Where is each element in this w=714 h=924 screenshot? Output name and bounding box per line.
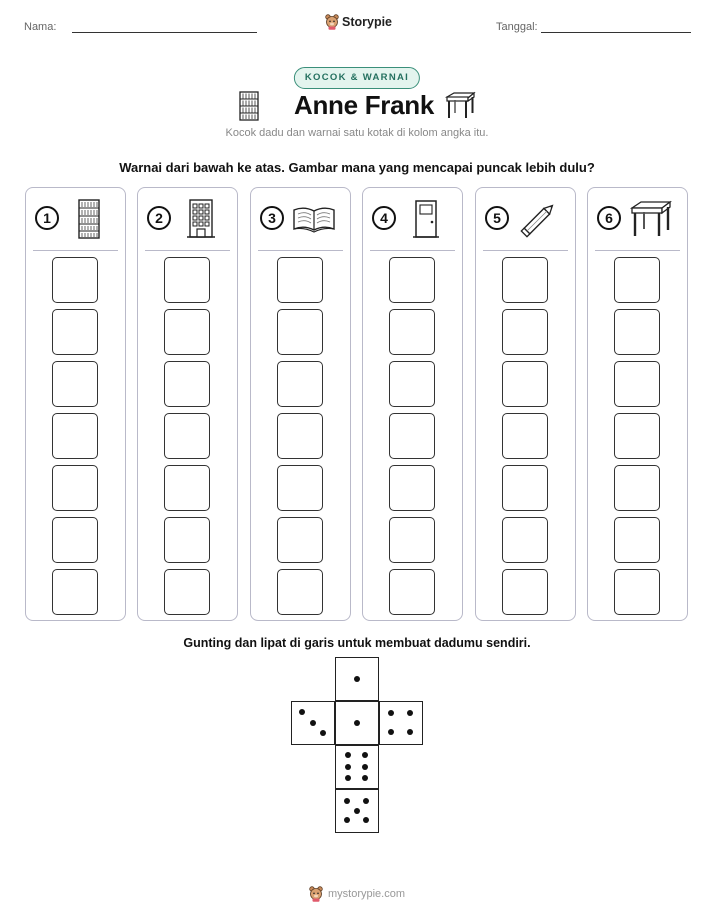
color-box[interactable] [502,257,548,303]
color-box[interactable] [164,465,210,511]
color-box[interactable] [52,361,98,407]
dice-pip [299,709,305,715]
column-divider [258,250,343,251]
color-box[interactable] [52,413,98,459]
footer [0,886,714,902]
dice-pip [354,808,360,814]
dice-pip [407,729,413,735]
column-4 [362,187,463,621]
column-header [251,188,350,250]
name-line[interactable] [72,32,257,33]
column-divider [483,250,568,251]
color-box[interactable] [277,465,323,511]
color-box[interactable] [614,257,660,303]
dice-face-right [379,701,423,745]
title-row [0,90,714,121]
color-box[interactable] [614,413,660,459]
color-box[interactable] [164,309,210,355]
column-header [138,188,237,250]
dice-pip [363,798,369,804]
column-1 [25,187,126,621]
color-box[interactable] [502,465,548,511]
date-line[interactable] [541,32,691,33]
dice-pip [363,817,369,823]
bear-mascot-icon [309,886,323,902]
column-number: 1 [35,206,59,230]
color-box[interactable] [614,517,660,563]
date-label: Tanggal: [496,21,538,33]
color-box[interactable] [52,257,98,303]
dice-pip [407,710,413,716]
bookshelf-icon [66,198,112,240]
stool-icon [444,91,476,121]
color-box[interactable] [164,257,210,303]
name-label: Nama: [24,21,57,33]
column-5 [475,187,576,621]
column-3 [250,187,351,621]
dice-pip [362,752,368,758]
subtitle: Kocok dadu dan warnai satu kotak di kolom angka itu. [225,127,489,139]
activity-badge: KOCOK & WARNAI [294,67,420,89]
dice-face-bottom [335,789,379,833]
color-box[interactable] [164,413,210,459]
column-header [363,188,462,250]
color-box[interactable] [389,361,435,407]
column-2 [137,187,238,621]
building-icon [178,198,224,240]
dice-pip [362,775,368,781]
color-box[interactable] [52,569,98,615]
color-box[interactable] [614,465,660,511]
column-number: 5 [485,206,509,230]
cut-instruction: Gunting dan lipat di garis untuk membuat dadumu sendiri. [183,636,531,650]
column-number: 2 [147,206,171,230]
brand-name: Storypie [342,15,393,29]
instruction-text: Warnai dari bawah ke atas. Gambar mana yang mencapai puncak lebih dulu? [119,160,595,175]
dice-pip [345,775,351,781]
column-6 [587,187,688,621]
dice-pip [388,710,394,716]
column-header [588,188,687,250]
dice-pip [310,720,316,726]
color-box[interactable] [502,517,548,563]
color-box[interactable] [502,309,548,355]
dice-face-top [335,657,379,701]
dice-face-lower [335,745,379,789]
color-box[interactable] [502,413,548,459]
page-title: Anne Frank [293,90,435,120]
dice-face-center [335,701,379,745]
column-divider [370,250,455,251]
column-number: 4 [372,206,396,230]
dice-pip [344,817,350,823]
dice-pip [345,764,351,770]
color-box[interactable] [277,361,323,407]
dice-pip [345,752,351,758]
stool-icon [628,198,674,240]
color-box[interactable] [52,517,98,563]
dice-pip [354,676,360,682]
color-box[interactable] [614,569,660,615]
color-box[interactable] [277,413,323,459]
color-box[interactable] [614,361,660,407]
color-box[interactable] [52,465,98,511]
color-box[interactable] [389,413,435,459]
footer-url[interactable]: mystorypie.com [327,888,406,900]
dice-pip [354,720,360,726]
column-header [476,188,575,250]
open-book-icon [291,198,337,240]
dice-pip [344,798,350,804]
color-box[interactable] [52,309,98,355]
color-box[interactable] [164,361,210,407]
bookshelf-icon [238,91,260,121]
column-divider [145,250,230,251]
pencil-icon [516,198,562,240]
color-box[interactable] [277,309,323,355]
column-number: 6 [597,206,621,230]
color-box[interactable] [389,465,435,511]
brand-logo [325,14,392,30]
column-divider [595,250,680,251]
dice-face-left [291,701,335,745]
color-box[interactable] [389,517,435,563]
color-box[interactable] [277,257,323,303]
dice-pip [320,730,326,736]
color-box[interactable] [277,517,323,563]
color-box[interactable] [502,361,548,407]
bear-mascot-icon [325,14,339,30]
column-header [26,188,125,250]
color-box[interactable] [389,257,435,303]
column-number: 3 [260,206,284,230]
column-divider [33,250,118,251]
color-box[interactable] [389,569,435,615]
color-box[interactable] [164,569,210,615]
dice-pip [388,729,394,735]
color-box[interactable] [164,517,210,563]
color-box[interactable] [277,569,323,615]
dice-pip [362,764,368,770]
color-box[interactable] [614,309,660,355]
color-box[interactable] [502,569,548,615]
door-icon [403,198,449,240]
color-box[interactable] [389,309,435,355]
